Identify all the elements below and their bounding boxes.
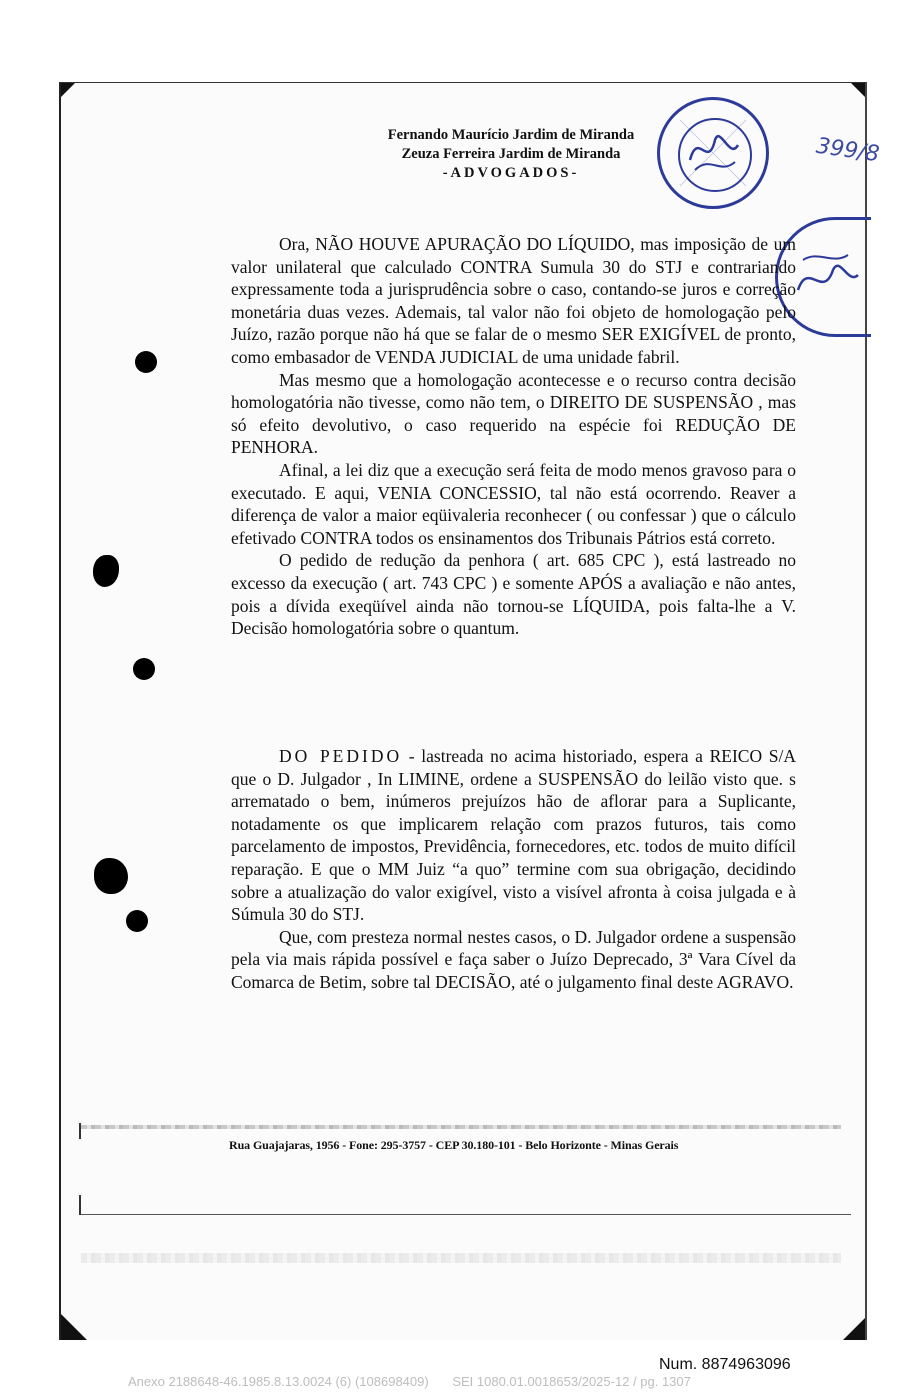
paragraph: O pedido de redução da penhora ( art. 685 CPC ), está lastreado no excesso da execução ( art. 743 CPC ) e somente APÓS a avaliação e não antes, pois a dívida exeqüível ainda não tornou-se LÍQUIDA, pois falta-lhe a V. Decisão homologatória sobre o quantum. [231,550,796,639]
court-stamp-inner-ring [678,118,752,192]
footer-noise [81,1253,841,1263]
scanned-page [59,82,881,1340]
punch-hole [93,555,119,587]
annex-id: Anexo 2188648-46.1985.8.13.0024 (6) (108698409) [128,1374,429,1389]
request-section [231,745,796,994]
punch-hole [94,858,128,894]
firm-title: -ADVOGADOS- [442,165,580,181]
document-number: Num. 8874963096 [659,1356,791,1373]
paragraph: Mas mesmo que a homologação acontecesse e o recurso contra decisão homologatória não tivesse, como não tem, o DIREITO DE SUSPENSÃO , mas só efeito devolutivo, o caso requerido na espécie foi REDUÇÃO DE PENHORA. [231,369,796,458]
handwritten-page-number: 399/8 [814,133,881,168]
punch-hole [133,658,155,680]
lawyer-name-1: Fernando Maurício Jardim de Miranda [387,127,635,143]
request-heading: DO PEDIDO [279,746,403,766]
scan-corner-bottom-right [843,1318,865,1340]
punch-hole [135,351,157,373]
footer-line [81,1214,851,1215]
lawyer-name-2: Zeuza Ferreira Jardim de Miranda [401,146,621,162]
arguments-section [231,233,796,640]
scan-corner-bottom-left [61,1314,87,1340]
request-paragraph [231,745,796,926]
footer-address: Rua Guajajaras, 1956 - Fone: 295-3757 - CEP 30.180-101 - Belo Horizonte - Minas Gerais [229,1138,679,1152]
paragraph: Afinal, a lei diz que a execução será feita de modo menos gravoso para o executado. E aqui, VENIA CONCESSIO, tal não está ocorrendo. Reaver a diferença de valor a maior eqüivaleria reconhecer ( ou confessar ) que o cálculo efetivado CONTRA todos os ensinamentos dos Tribunais Pátrios está correto. [231,459,796,548]
court-stamp [657,97,769,209]
punch-hole [126,910,148,932]
scan-corner-top-left [61,83,75,97]
letterhead [361,126,661,183]
request-text: - lastreada no acima historiado, espera a REICO S/A que o D. Julgador , In LIMINE, ordene a SUSPENSÃO do leilão visto que. s arrematado o bem, inúmeros prejuízos hão de aflorar para a Suplicante, notadamente os que implicarem relação com prazos futuros, tais como parcelamento de impostos, Previdência, fornecedores, etc. todos de muito difícil reparação. E que o MM Juiz “a quo” termine com sua obrigação, decidindo sobre a atualização do valor exigível, visto a visível afronta à coisa julgada e à Súmula 30 do STJ. [231,746,796,925]
footer-tick [79,1195,81,1215]
annex-footer [128,1374,778,1389]
paragraph: Ora, NÃO HOUVE APURAÇÃO DO LÍQUIDO, mas imposição de um valor unilateral que calculado CONTRA Sumula 30 do STJ e contrariando expressamente toda a jurisprudência sobre o caso, contando-se juros e correção monetária duas vezes. Ademais, tal valor não foi objeto de homologação pelo Juízo, razão porque não há que se falar de o mesmo SER EXIGÍVEL de pronto, como embasador de VENDA JUDICIAL de uma unidade fabril. [231,234,796,367]
request-paragraph-2: Que, com presteza normal nestes casos, o D. Julgador ordene a suspensão pela via mais rápida possível e faça saber o Juízo Deprecado, 3ª Vara Cível da Comarca de Betim, sobre tal DECISÃO, até o julgamento final deste AGRAVO. [231,926,796,992]
sei-reference: SEI 1080.01.0018653/2025-12 / pg. 1307 [452,1374,691,1389]
footer-rule [81,1125,841,1129]
scan-corner-top-right [851,83,865,97]
